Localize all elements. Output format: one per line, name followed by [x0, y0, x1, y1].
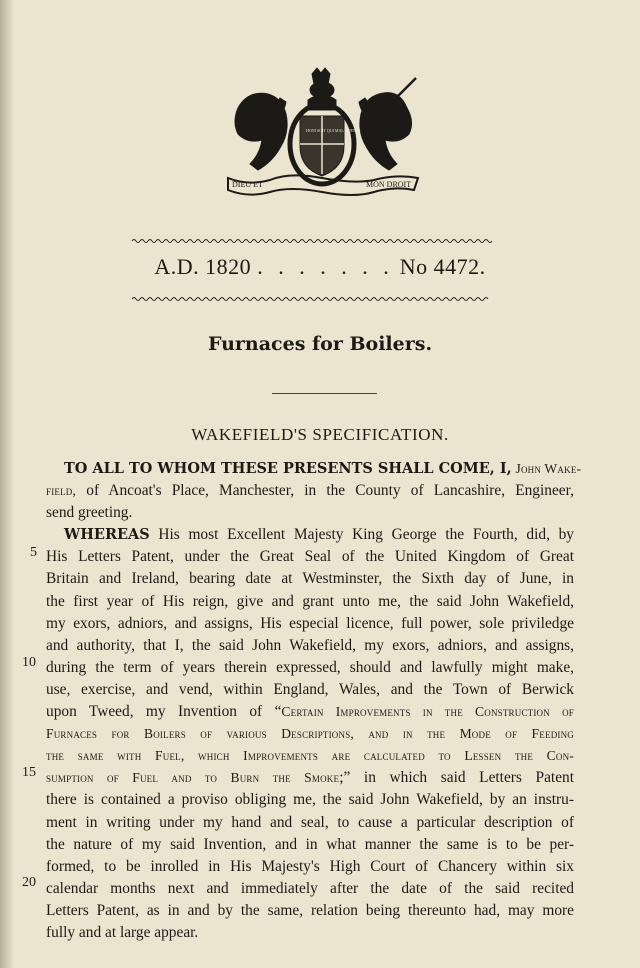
motto-left: DIEU ET	[232, 180, 263, 189]
text-line: WHEREAS His most Excellent Majesty King George the Fourth, did, by	[64, 526, 574, 544]
specification-body	[46, 458, 582, 944]
royal-coat-of-arms-icon	[220, 68, 425, 200]
line-number: 10	[22, 655, 36, 670]
text-line: sumption of Fuel and to Burn the Smoke;” in which said Letters Patent	[46, 769, 574, 787]
line-number: 20	[22, 875, 36, 890]
text-line: the nature of my said Invention, and in what manner the same is to be per-	[46, 835, 574, 853]
leader-dots: . . . . . . .	[257, 254, 394, 279]
text-line: my exors, adniors, and assigns, His especial licence, full power, sole priviledge	[46, 614, 574, 632]
text-line: send greeting.	[46, 504, 133, 522]
text-line: TO ALL TO WHOM THESE PRESENTS SHALL COME, I, John Wake-	[64, 460, 582, 477]
patent-number-line	[0, 254, 640, 280]
line-number: 15	[22, 765, 36, 780]
title-divider	[272, 393, 377, 394]
text-line: Britain and Ireland, bearing date at Westminster, the Sixth day of June, in	[46, 570, 574, 588]
document-title: Furnaces for Boilers.	[207, 333, 433, 355]
text-line: during the term of years therein expressed, should and lawfully might make,	[46, 658, 574, 676]
text-line: upon Tweed, my Invention of “Certain Improvements in the Construction of	[46, 703, 574, 721]
text-line: use, exercise, and vend, within England, Wales, and the Town of Berwick	[46, 680, 574, 698]
text-line: Furnaces for Boilers of various Descriptions, and in the Mode of Feeding	[46, 726, 574, 742]
text-line: ment in writing under my hand and seal, to cause a particular description of	[46, 813, 574, 831]
text-line: His Letters Patent, under the Great Seal of the United Kingdom of Great	[46, 548, 574, 566]
text-line: the same with Fuel, which Improvements are calculated to Lessen the Con-	[46, 748, 574, 764]
bottom-ornamental-rule	[132, 296, 484, 302]
text-line: fully and at large appear.	[46, 923, 199, 941]
top-ornamental-rule	[132, 238, 484, 244]
text-line: formed, to be inrolled in His Majesty's High Court of Chancery within six	[46, 857, 574, 875]
text-line: there is contained a proviso obliging me, the said John Wakefield, by an instru-	[46, 791, 574, 809]
garter-motto: HONI SOIT QUI MAL Y PENSE	[306, 128, 361, 133]
text-line: Letters Patent, as in and by the same, relation being thereunto had, may more	[46, 901, 574, 919]
motto-right: MON DROIT	[366, 180, 412, 189]
line-number: 5	[30, 545, 37, 560]
page-edge-shadow	[0, 0, 14, 968]
text-line: the first year of His reign, give and grant unto me, the said John Wakefield,	[46, 592, 574, 610]
text-line: and authority, that I, the said John Wakefield, my exors, adniors, and assigns,	[46, 636, 574, 654]
specification-heading: WAKEFIELD'S SPECIFICATION.	[191, 425, 449, 444]
patent-number: No 4472.	[399, 254, 486, 279]
text-line: field, of Ancoat's Place, Manchester, in the County of Lancashire, Engineer,	[46, 482, 574, 500]
patent-year: A.D. 1820	[154, 254, 252, 279]
text-line: calendar months next and immediately after the date of the said recited	[46, 879, 574, 897]
